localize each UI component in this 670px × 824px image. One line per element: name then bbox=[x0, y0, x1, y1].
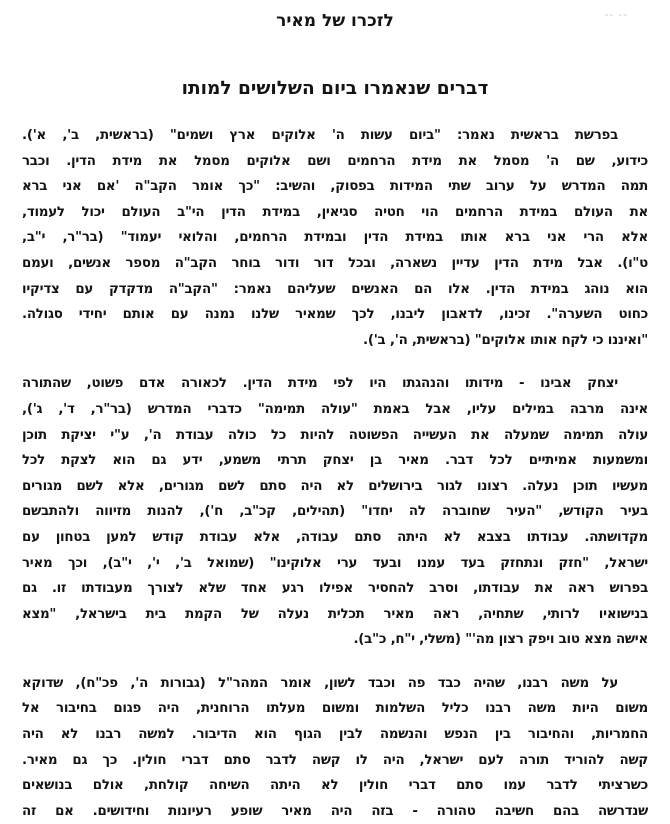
text-line: כידוע, שם ה' מסמל את מידת הרחמים ושם אלוקים מסמל את מידת הדין. וכבר bbox=[22, 153, 648, 169]
body-text bbox=[22, 123, 648, 824]
text-line: "ואיננו כי לקח אותו אלוקים" (בראשית, ה', ב'). bbox=[363, 332, 648, 348]
paragraph bbox=[22, 123, 648, 353]
text-line: כחוט השערה". זכינו, לדאבון ליבנו, לכך שמאיר שלנו נמנה עם אותם יחידי סגולה. bbox=[22, 307, 648, 323]
text-line: אינה מרבה במילים עליו, אבל באמת "עולה תמימה" כדברי המדרש (בר"ר, ד', ג'), bbox=[22, 401, 648, 417]
paragraph bbox=[22, 671, 648, 824]
text-line: ישראל, "חזק ונתחזק בעד עמנו ובעד ערי אלוקינו" (שמואל ב', י', י"ב), וכך מאיר bbox=[22, 555, 648, 571]
text-line: משום היות משה רבנו כליל השלמות ומשום מעלתו הרוחנית, היה פגום בחיבור אל bbox=[22, 701, 648, 717]
text-line: עולה תמימה שמעלה את העשייה הפשוטה להיות כל כולה עבודת ה', ע"י יציקת תוכן bbox=[22, 427, 648, 443]
text-line: ומשמעות אמיתיים לכל דבר. מאיר בן יצחק תרתי משמע, ידע גם הוא לצקת לכל bbox=[22, 453, 648, 469]
text-line: החמריות, והחיבור בין הנפש והנשמה לבין הגוף הוא הדיבור. למשה רבנו לא היה bbox=[22, 727, 648, 743]
corner-mark: -- -- bbox=[604, 8, 628, 21]
text-line: בפרוש ראה את עבודתו, וסרב להחסיר אפילו רגע אחד שלא לצורך מעבודתו זו. גם bbox=[22, 581, 648, 597]
dedication-header: לזכרו של מאיר bbox=[276, 11, 394, 31]
text-line: אלא הרי אני ברא אותו במידת הדין ובמידת הרחמים, והלואי יעמוד" (בר"ר, י"ב, bbox=[22, 230, 648, 246]
text-line: ט"ו). אבל מידת הדין עדיין נשארה, ובכל דור ודור בוחר הקב"ה מספר אנשים, ועמם bbox=[22, 255, 648, 271]
text-line: בנישואיו לרותי, שתחיה, ראה מאיר תכלית נעלה של הקמת בית בישראל, "מצא bbox=[22, 606, 648, 622]
text-line: בפרשת בראשית נאמר: "ביום עשות ה' אלוקים ארץ ושמים" (בראשית, ב', א'). bbox=[22, 128, 618, 143]
text-line: את העולם במידת הרחמים הוי חטיה סגיאין, במידת הדין הי"ב העולם יכול לעמוד, bbox=[22, 204, 648, 220]
text-line: קשה להוריד תורה לעם ישראל, היה לו קשה לדבר סתם דברי חולין. כך גם מאיר. bbox=[22, 752, 648, 768]
text-line: תמה המדרש על ערוב שתי המידות בפסוק, והשיב: "כך אומר הקב"ה 'אם אני ברא bbox=[22, 179, 648, 195]
text-line: בעיר הקודש, "העיר שחוברה לה יחדו" (תהילים, קכ"ב, ח'), להנות מזיווה ולהתבשם bbox=[22, 504, 648, 520]
text-line: אישה מצא טוב ויפק רצון מה'" (משלי, י"ח, כ"ב). bbox=[353, 632, 648, 648]
text-line: יצחק אבינו - מידותו והנהגתו היו לפי מידת הדין. לכאורה אדם פשוט, שהתורה bbox=[22, 376, 618, 392]
document-title: דברים שנאמרו ביום השלושים למותו bbox=[181, 78, 489, 99]
text-line: הוא נוהג במידת הדין. אלו הם האנשים שעליהם נאמר: "הקב"ה מדקדק עם צדיקיו bbox=[22, 281, 648, 297]
text-line: מקדושתה. עבודתו בצבא לא היתה סתם עבודה, אלא עבודת קודש למען בטחון עם bbox=[22, 529, 648, 545]
text-line: כשרציתי לדבר עמו סתם דברי חולין לא היתה השיחה קולחת, אולם בנושאים bbox=[22, 778, 648, 794]
paragraph bbox=[22, 371, 648, 653]
text-line: שנדרשה בהם חשיבה טהורה - בזה היה מאיר שופע רעיונות וחידושים. אם זה bbox=[22, 803, 648, 819]
text-line: מעשיו תוכן נעלה. רצונו לגור בירושלים לא היה סתם לשם מגורים, אלא לשם מגורים bbox=[22, 478, 648, 494]
text-line: על משה רבנו, שהיה כבד פה וכבד לשון, אומר המהר"ל (גבורות ה', פכ"ח), שדוקא bbox=[22, 675, 618, 691]
